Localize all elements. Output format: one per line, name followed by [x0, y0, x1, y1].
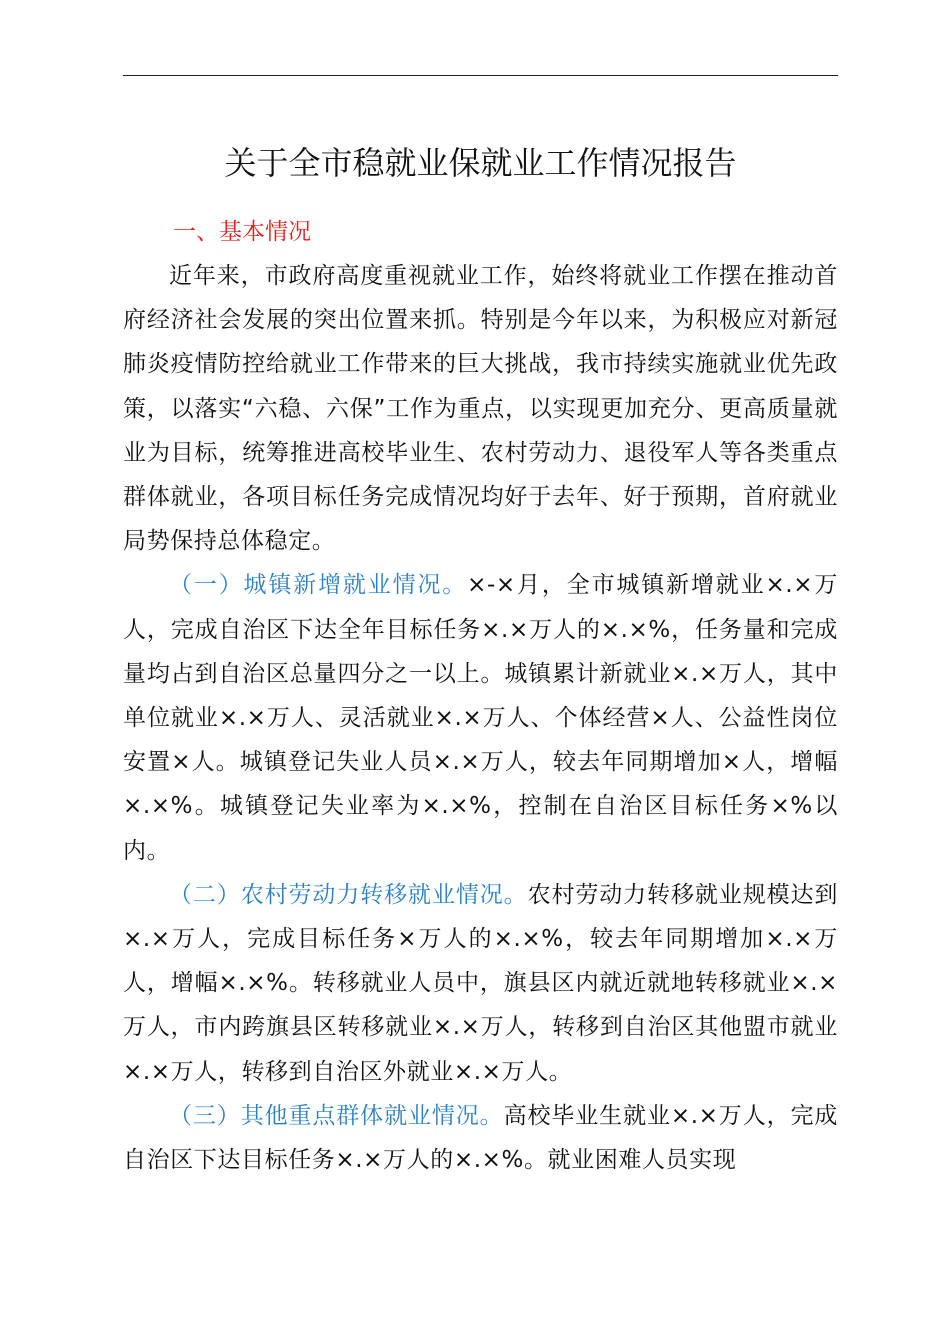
subheading-rural-labor: （二）农村劳动力转移就业情况。: [169, 881, 528, 908]
paragraph-intro: 近年来，市政府高度重视就业工作，始终将就业工作摆在推动首府经济社会发展的突出位置来抓。特别是今年以来，为积极应对新冠肺炎疫情防控给就业工作带来的巨大挑战，我市持续实施就业优先政策，以落实“六稳、六保”工作为重点，以实现更加充分、更高质量就业为目标，统筹推进高校毕业生、农村劳动力、退役军人等各类重点群体就业，各项目标任务完成情况均好于去年、好于预期，首府就业局势保持总体稳定。: [123, 263, 838, 555]
paragraph-rural-labor-text: 农村劳动力转移就业规模达到×.×万人，完成目标任务×万人的×.×%，较去年同期增加×.×万人，增幅×.×%。转移就业人员中，旗县区内就近就地转移就业×.×万人，市内跨旗县区转移就业×.×万人，转移到自治区其他盟市就业×.×万人，转移到自治区外就业×.×万人。: [123, 881, 839, 1085]
document-body: [123, 254, 838, 1182]
document-title: 关于全市稳就业保就业工作情况报告: [224, 144, 737, 182]
section-heading-basic-situation: 一、基本情况: [173, 219, 311, 245]
paragraph-key-groups: [123, 1094, 838, 1182]
subheading-key-groups: （三）其他重点群体就业情况。: [169, 1102, 504, 1129]
paragraph-rural-labor: [123, 873, 838, 1094]
header-rule: [123, 75, 838, 76]
paragraph-urban-employment: [123, 563, 838, 872]
paragraph-key-groups-text: 高校毕业生就业×.×万人，完成自治区下达目标任务×.×万人的×.×%。就业困难人员实现: [123, 1102, 839, 1174]
subheading-urban-employment: （一）城镇新增就业情况。: [169, 572, 468, 599]
paragraph-urban-employment-text: ×-×月，全市城镇新增就业×.×万人，完成自治区下达全年目标任务×.×万人的×.×%，任务量和完成量均占到自治区总量四分之一以上。城镇累计新就业×.×万人，其中单位就业×.×万人、灵活就业×.×万人、个体经营×人、公益性岗位安置×人。城镇登记失业人员×.×万人，较去年同期增加×人，增幅×.×%。城镇登记失业率为×.×%，控制在自治区目标任务×%以内。: [123, 572, 838, 864]
